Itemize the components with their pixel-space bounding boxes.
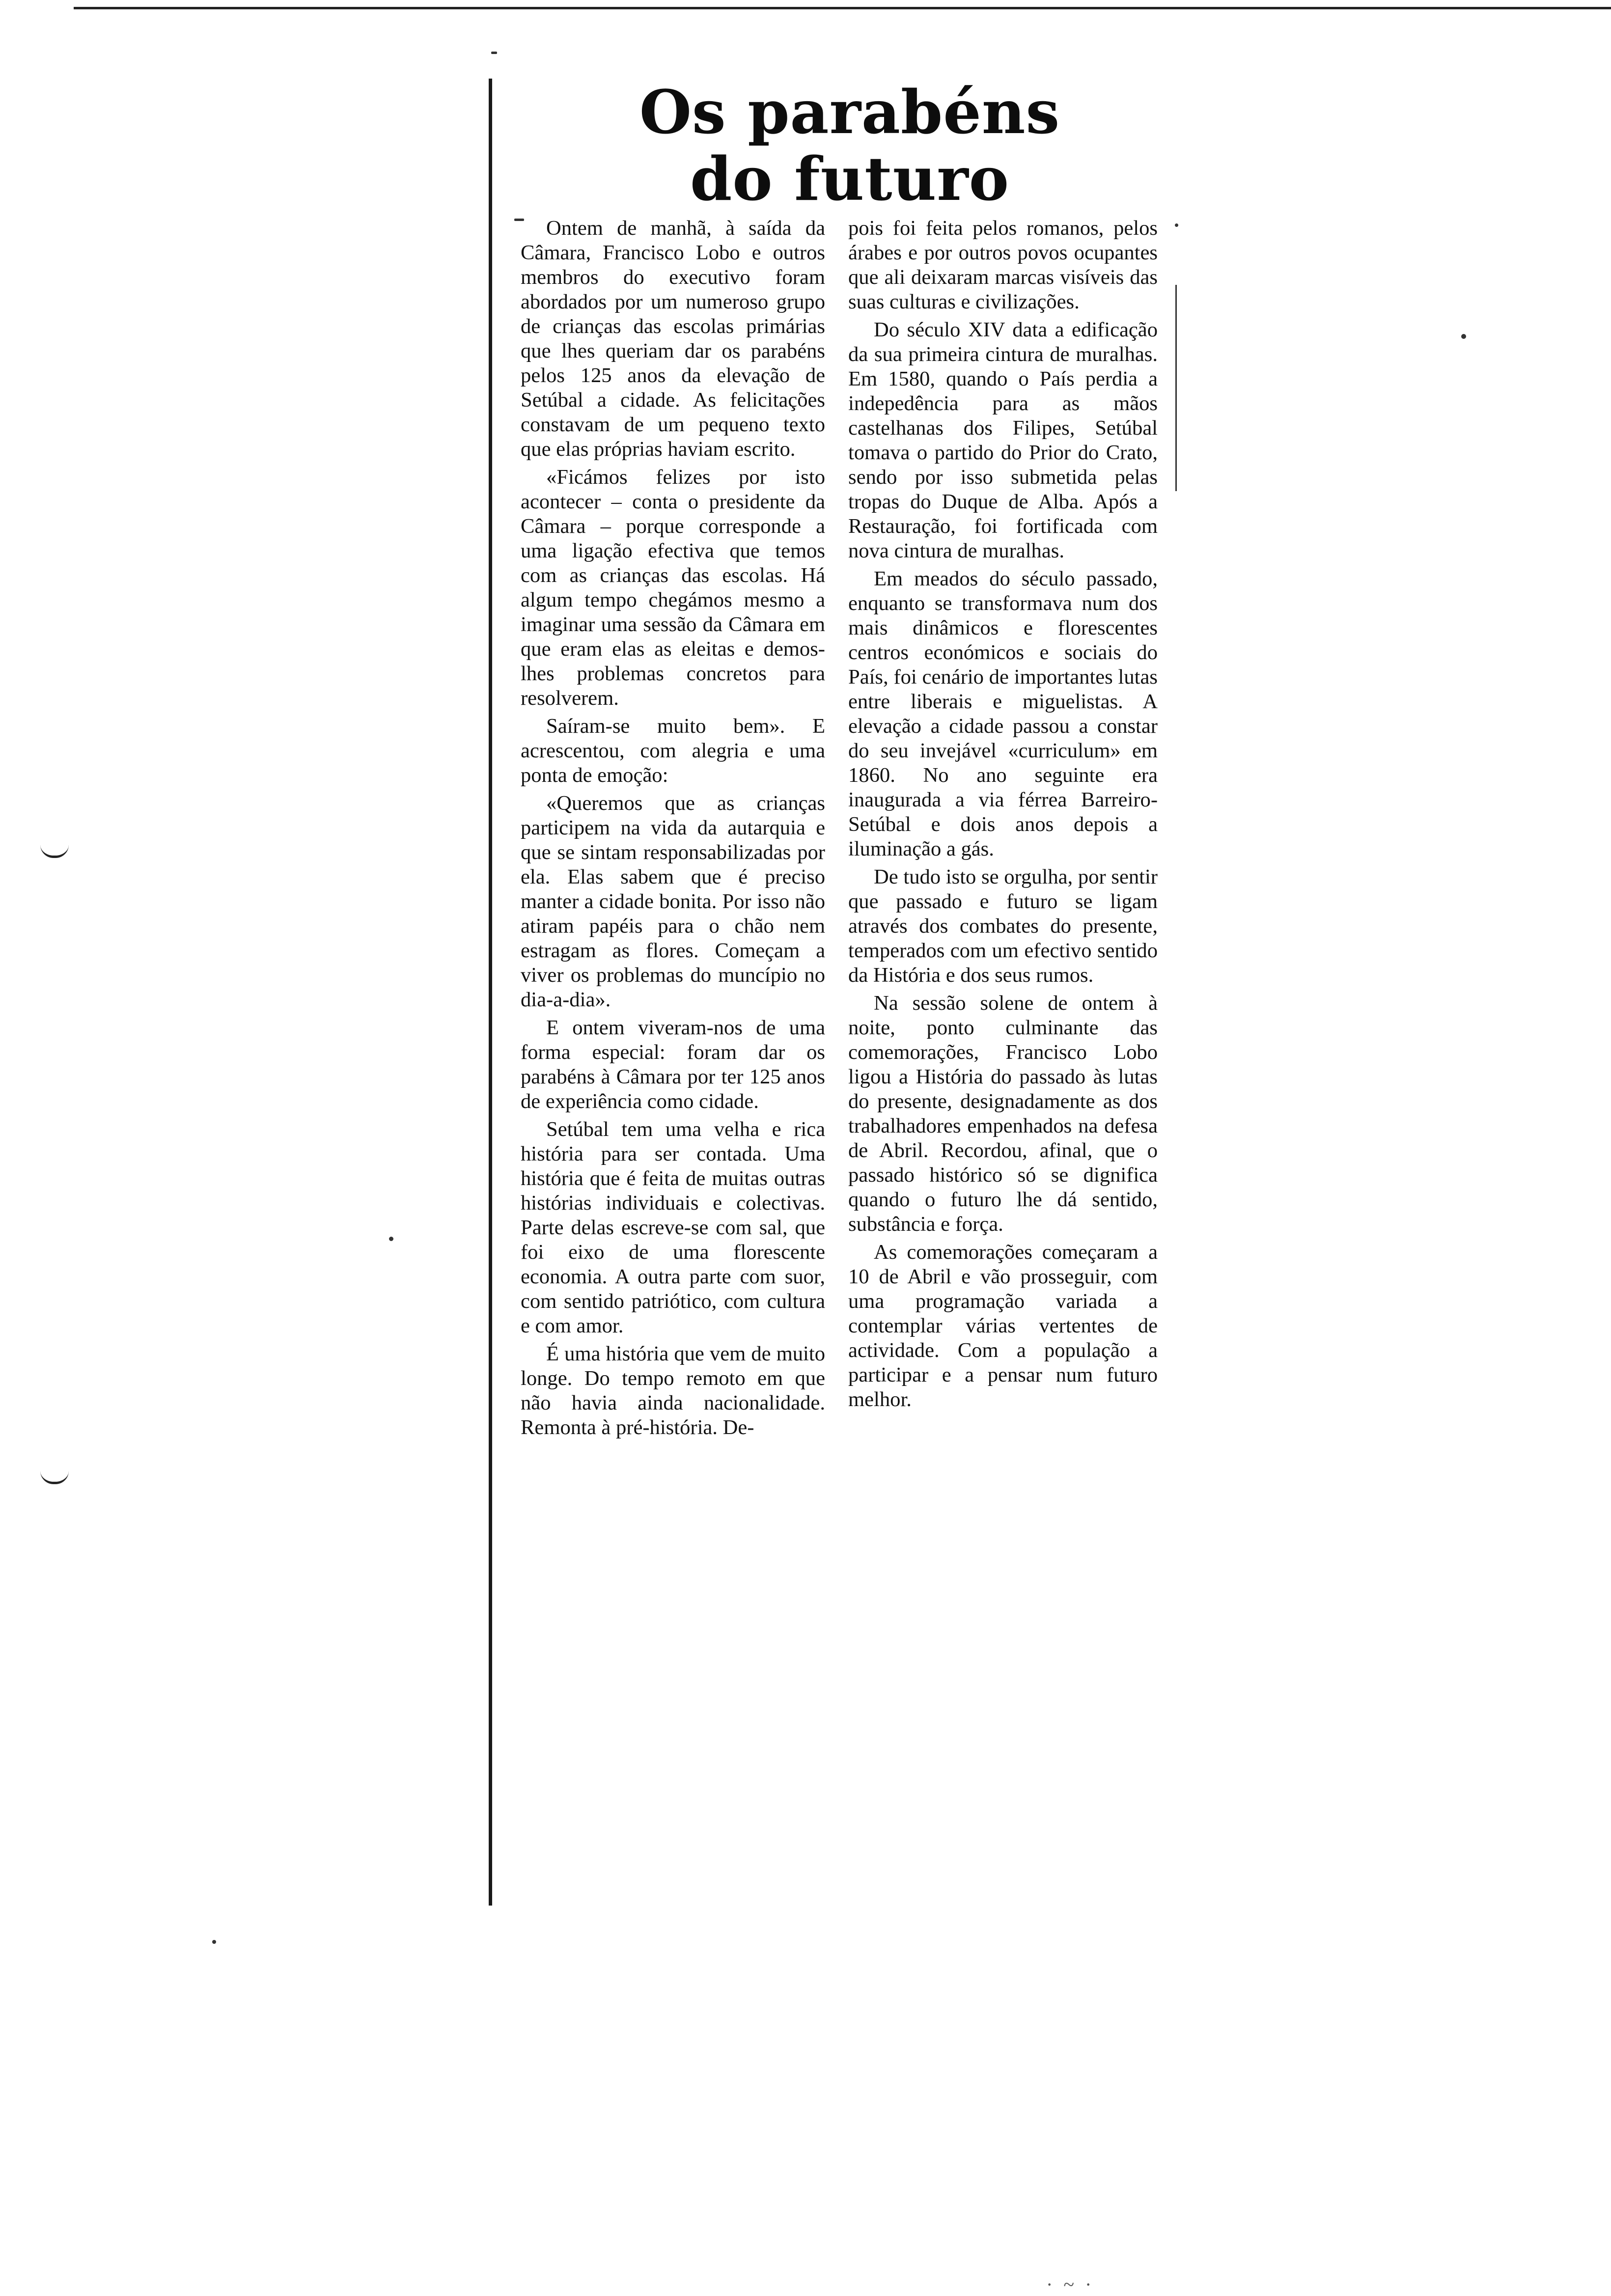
- article-column-left: [521, 216, 825, 1443]
- paragraph: Saíram-se muito bem». E acrescentou, com alegria e uma ponta de emoção:: [521, 715, 825, 787]
- paragraph-continued: pois foi feita pelos romanos, pelos árabes e por outros povos ocupantes que ali deixaram marcas visíveis das suas culturas e civilizações.: [848, 217, 1158, 313]
- article-headline: [511, 79, 1189, 212]
- paragraph: Em meados do século passado, enquanto se transformava num dos mais dinâmicos e florescentes centros económicos e sociais do País, foi cenário de importantes lutas entre liberais e miguelistas. A elevação a cidade passou a constar do seu invejável «curriculum» em 1860. No ano seguinte era inaugurada a via férrea Barreiro-Setúbal e dois anos depois a iluminação a gás.: [848, 567, 1158, 860]
- paragraph: Setúbal tem uma velha e rica história para ser contada. Uma história que é feita de muitas outras histórias individuais e colectivas. Parte delas escreve-se com sal, que foi eixo de uma florescente economia. A outra parte com suor, com sentido patriótico, com cultura e com amor.: [521, 1118, 825, 1337]
- scan-speck: [389, 1237, 393, 1241]
- paragraph: E ontem viveram-nos de uma forma especial: foram dar os parabéns à Câmara por ter 125 anos de experiência como cidade.: [521, 1016, 825, 1113]
- binder-hole-mark: [40, 845, 69, 858]
- article-column-right: [848, 216, 1158, 1415]
- paragraph: As comemorações começaram a 10 de Abril e vão prosseguir, com uma programação variada a contemplar várias vertentes de actividade. Com a população a participar e a pensar num futuro melhor.: [848, 1241, 1158, 1411]
- headline-line-2: do futuro: [690, 143, 1010, 214]
- page-top-rule: [74, 7, 1611, 9]
- headline-line-1: Os parabéns: [639, 77, 1060, 147]
- scan-speck: [212, 1940, 216, 1944]
- scan-speck: [1461, 334, 1466, 339]
- scan-speck: [1175, 223, 1178, 227]
- scan-speck: [514, 219, 524, 221]
- paragraph: «Ficámos felizes por isto acontecer – conta o presidente da Câmara – porque corresponde a uma ligação efectiva que temos com as crianças das escolas. Há algum tempo chegámos mesmo a imaginar uma sessão da Câmara em que eram elas as eleitas e demos-lhes problemas concretos para resolverem.: [521, 466, 825, 710]
- paragraph: Do século XIV data a edificação da sua primeira cintura de muralhas. Em 1580, quando o País perdia a indepedência para as mãos castelhanas dos Filipes, Setúbal tomava o partido do Prior do Crato, sendo por isso submetida pelas tropas do Duque de Alba. Após a Restauração, foi fortificada com nova cintura de muralhas.: [848, 318, 1158, 562]
- paragraph: «Queremos que as crianças participem na vida da autarquia e que se sintam responsabilizadas por ela. Elas sabem que é preciso manter a cidade bonita. Por isso não atiram papéis para o chão nem estragam as flores. Começam a viver os problemas do muncípio no dia-a-dia».: [521, 792, 825, 1011]
- column-divider-mark: [1175, 285, 1177, 491]
- article-left-rule: [489, 79, 492, 1906]
- paragraph: Na sessão solene de ontem à noite, ponto culminante das comemorações, Francisco Lobo ligou a História do passado às lutas do presente, designadamente as dos trabalhadores empenhados na defesa de Abril. Recordou, afinal, que o passado histórico só se dignifica quando o futuro lhe dá sentido, substância e força.: [848, 992, 1158, 1236]
- paragraph: Ontem de manhã, à saída da Câmara, Francisco Lobo e outros membros do executivo foram abordados por um numeroso grupo de crianças das escolas primárias que lhes queriam dar os parabéns pelos 125 anos da elevação de Setúbal a cidade. As felicitações constavam de um pequeno texto que elas próprias haviam escrito.: [521, 217, 825, 461]
- paragraph: É uma história que vem de muito longe. Do tempo remoto em que não havia ainda nacionalidade. Remonta à pré-história. De-: [521, 1342, 825, 1439]
- binder-hole-mark: [40, 1471, 69, 1484]
- paragraph: De tudo isto se orgulha, por sentir que passado e futuro se ligam através dos combates do presente, temperados com um efectivo sentido da História e dos seus rumos.: [848, 865, 1158, 987]
- scan-speck: [491, 52, 497, 54]
- scan-scribble: · ~ ·: [1046, 2273, 1095, 2296]
